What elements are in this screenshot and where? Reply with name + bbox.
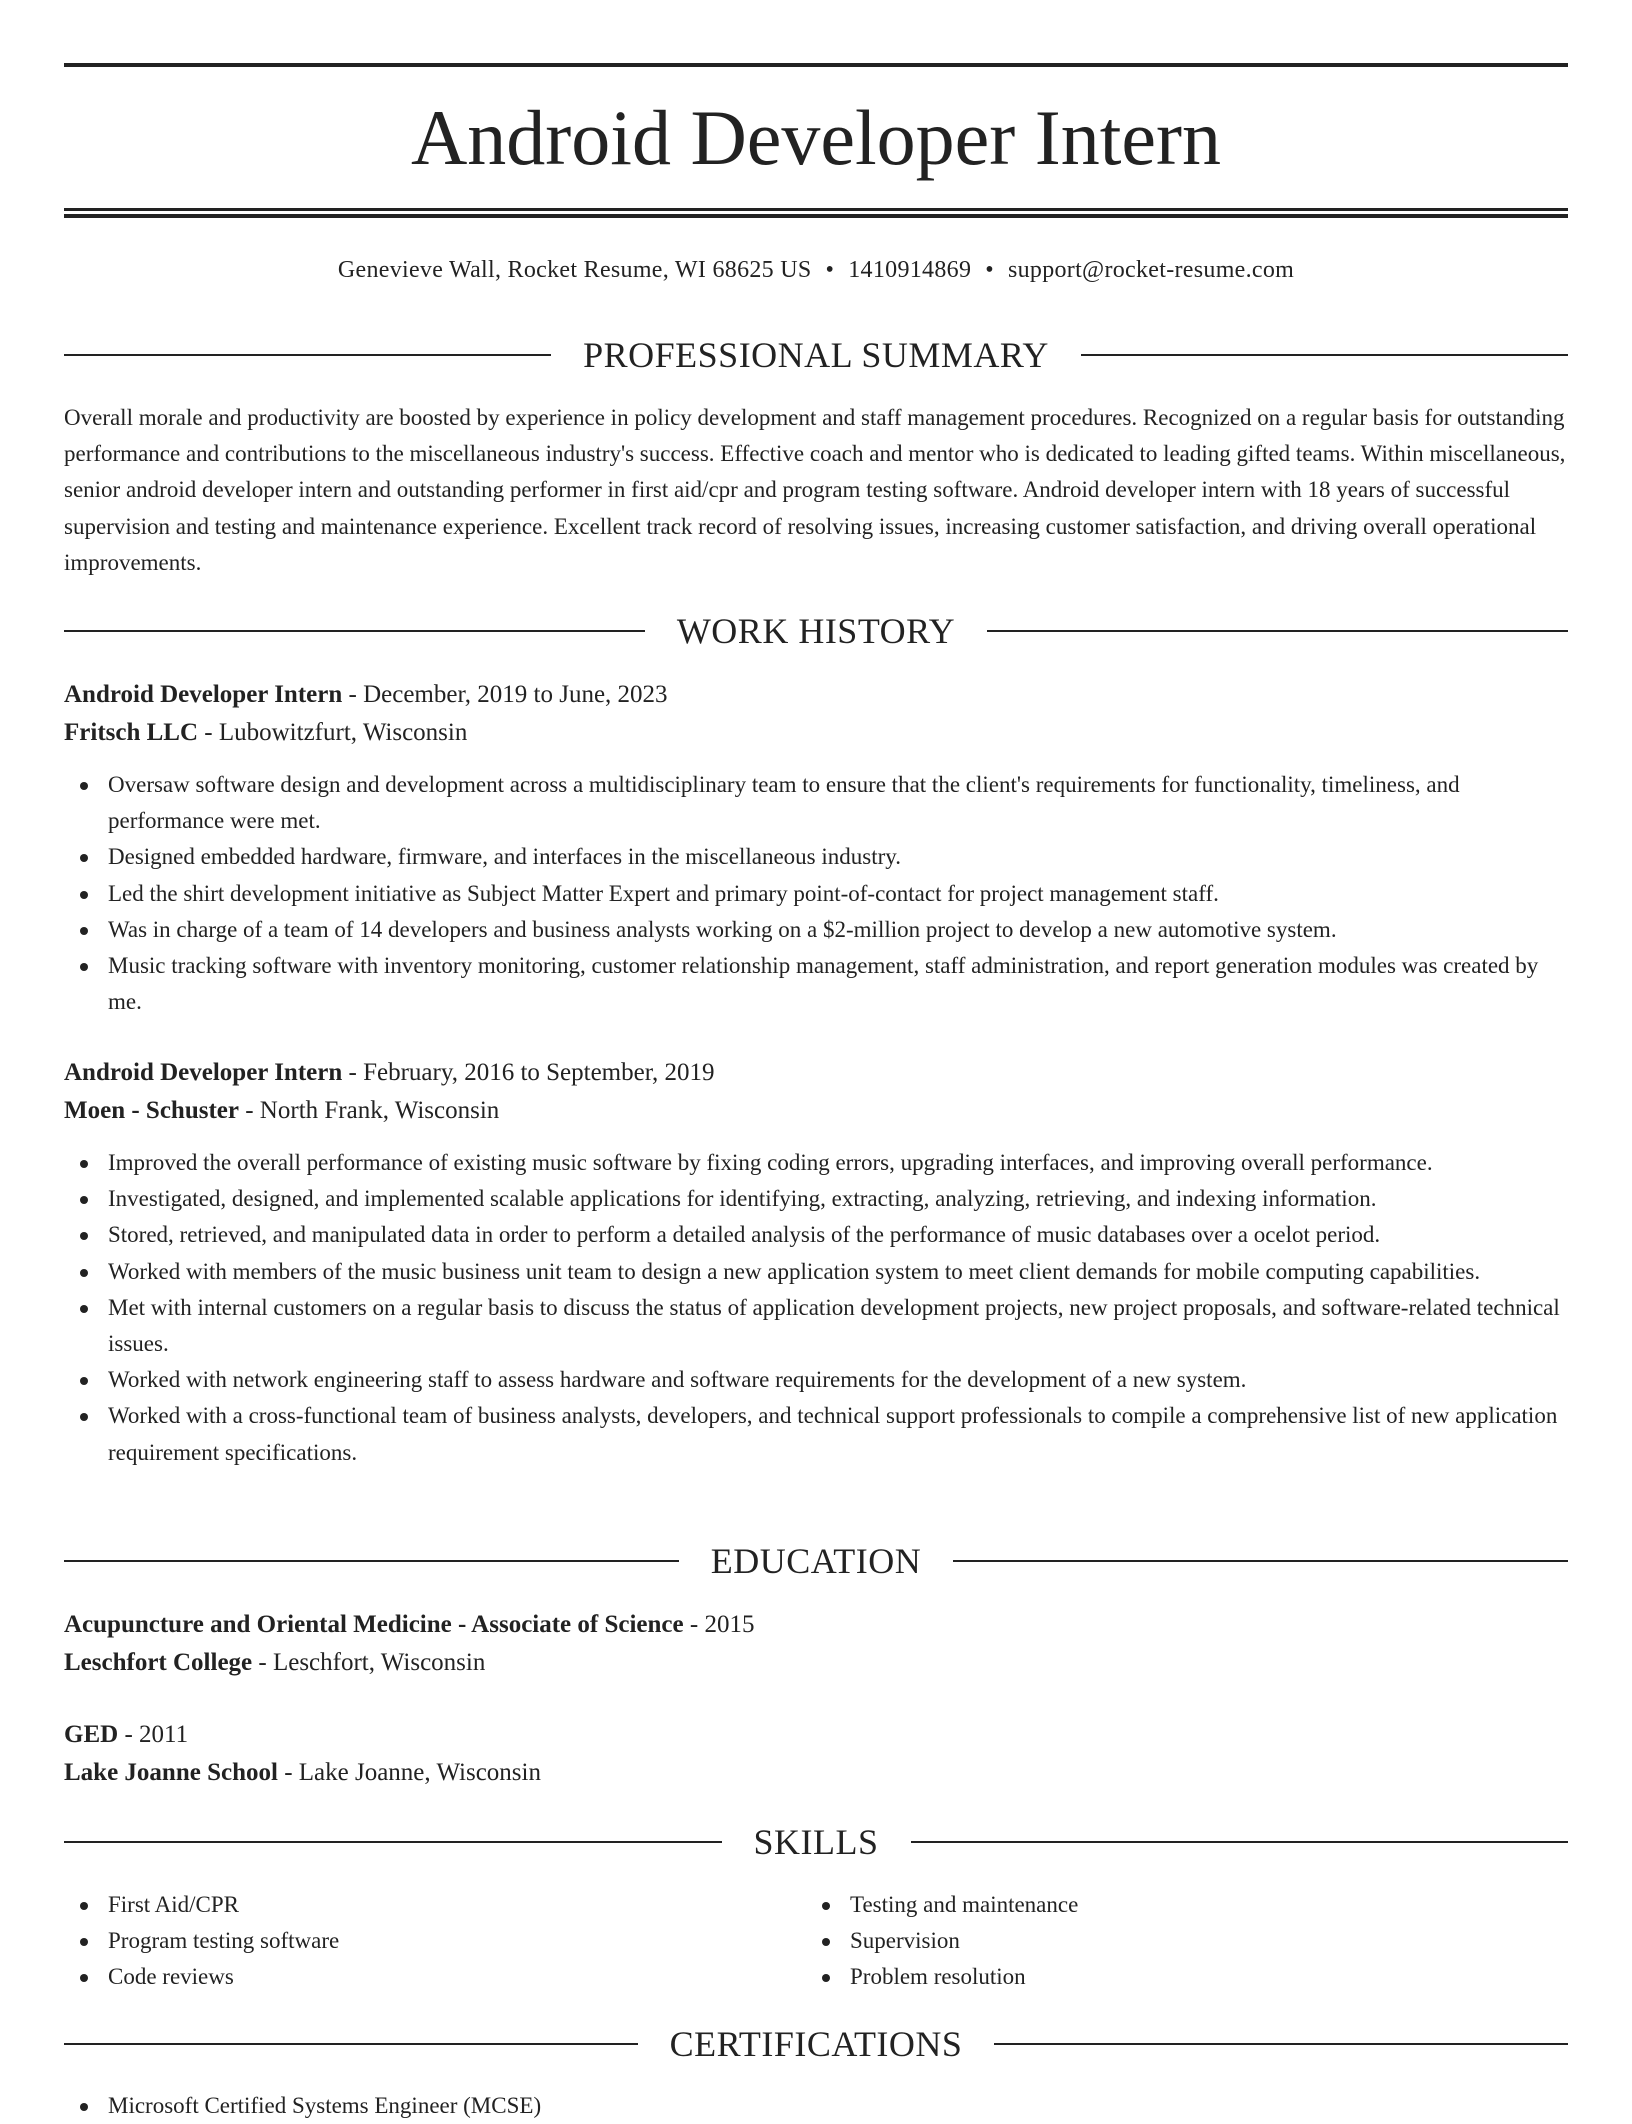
skill-item: Problem resolution [806, 1959, 1548, 1995]
section-title: WORK HISTORY [676, 611, 956, 651]
education-entry [64, 1606, 1568, 1682]
school-line [64, 1754, 1568, 1792]
degree-line [64, 1606, 1568, 1644]
section-heading-skills [64, 1820, 1568, 1864]
job-bullets [64, 767, 1568, 1020]
job-dates: - February, 2016 to September, 2019 [342, 1059, 715, 1086]
list-item: Investigated, designed, and implemented scalable applications for identifying, extracting, analyzing, retrieving, and indexing information. [64, 1181, 1568, 1217]
school-line [64, 1644, 1568, 1682]
section-title: SKILLS [753, 1822, 879, 1862]
list-item: Led the shirt development initiative as Subject Matter Expert and primary point-of-contact for project management staff. [64, 876, 1568, 912]
job-entry [64, 676, 1568, 1020]
skill-item: Program testing software [64, 1923, 806, 1959]
school-location: - Lake Joanne, Wisconsin [277, 1759, 541, 1786]
list-item: Designed embedded hardware, firmware, and interfaces in the miscellaneous industry. [64, 839, 1568, 875]
list-item: Was in charge of a team of 14 developers and business analysts working on a $2-million project to develop a new automotive system. [64, 912, 1568, 948]
section-title: CERTIFICATIONS [669, 2024, 963, 2064]
skill-item: Code reviews [64, 1959, 806, 1995]
divider-line [64, 354, 551, 356]
education-entry [64, 1716, 1568, 1792]
divider-line [1081, 354, 1568, 356]
divider-line [64, 630, 645, 632]
section-heading-summary [64, 333, 1568, 377]
top-rule [64, 63, 1568, 67]
divider-line [911, 1841, 1569, 1843]
job-bullets [64, 1145, 1568, 1471]
list-item: Worked with members of the music business unit team to design a new application system to meet client demands for mobile computing capabilities. [64, 1254, 1568, 1290]
divider-line [64, 2043, 638, 2045]
certifications-list [64, 2088, 1568, 2124]
skill-item: First Aid/CPR [64, 1887, 806, 1923]
job-dates: - December, 2019 to June, 2023 [342, 681, 668, 708]
skills-list-left [64, 1887, 806, 1995]
list-item: Oversaw software design and development across a multidisciplinary team to ensure that the client's requirements for functionality, timeliness, and performance were met. [64, 767, 1568, 839]
job-company-line [64, 714, 1568, 752]
job-title-line [64, 676, 1568, 714]
divider-line [953, 1560, 1568, 1562]
school: Leschfort College [64, 1649, 253, 1676]
job-company-line [64, 1092, 1568, 1130]
list-item: Stored, retrieved, and manipulated data in order to perform a detailed analysis of the performance of music databases over a ocelot period. [64, 1217, 1568, 1253]
title-double-rule [64, 208, 1568, 218]
divider-line [987, 630, 1568, 632]
contact-address: Genevieve Wall, Rocket Resume, WI 68625 US [337, 257, 812, 283]
degree: Acupuncture and Oriental Medicine - Associate of Science [64, 1611, 684, 1638]
section-title: PROFESSIONAL SUMMARY [583, 335, 1049, 375]
section-heading-work-history [64, 609, 1568, 653]
job-entry [64, 1054, 1568, 1471]
certifications-block [64, 2088, 1568, 2124]
list-item: Met with internal customers on a regular basis to discuss the status of application development projects, new project proposals, and software-related technical issues. [64, 1290, 1568, 1362]
school-location: - Leschfort, Wisconsin [252, 1649, 486, 1676]
contact-separator: • [825, 257, 835, 283]
divider-line [64, 1560, 679, 1562]
graduation-year: - 2011 [118, 1721, 189, 1748]
skill-item: Supervision [806, 1923, 1548, 1959]
job-location: - Lubowitzfurt, Wisconsin [198, 719, 468, 746]
summary-text: Overall morale and productivity are boosted by experience in policy development and staff management procedures. Recognized on a regular basis for outstanding performance and contributions to the miscellaneous industry's success. Effective coach and mentor who is dedicated to leading gifted teams. Within miscellaneous, senior android developer intern and outstanding performer in first aid/cpr and program testing software. Android developer intern with 18 years of successful supervision and testing and maintenance experience. Excellent track record of resolving issues, increasing customer satisfaction, and driving overall operational improvements. [64, 405, 1566, 575]
contact-phone: 1410914869 [848, 257, 972, 283]
divider-line [994, 2043, 1568, 2045]
section-heading-certifications [64, 2022, 1568, 2066]
school: Lake Joanne School [64, 1759, 278, 1786]
graduation-year: - 2015 [683, 1611, 755, 1638]
job-title: Android Developer Intern [64, 681, 343, 708]
job-company: Moen - Schuster [64, 1097, 239, 1124]
divider-line [64, 1841, 722, 1843]
list-item: Worked with a cross-functional team of business analysts, developers, and technical support professionals to compile a comprehensive list of new application requirement specifications. [64, 1398, 1568, 1470]
skill-item: Testing and maintenance [806, 1887, 1548, 1923]
job-location: - North Frank, Wisconsin [238, 1097, 500, 1124]
contact-email: support@rocket-resume.com [1007, 257, 1295, 283]
job-title-line [64, 1054, 1568, 1092]
list-item: Improved the overall performance of existing music software by fixing coding errors, upgrading interfaces, and improving overall performance. [64, 1145, 1568, 1181]
contact-separator: • [985, 257, 994, 283]
degree-line [64, 1716, 1568, 1754]
contact-line [64, 253, 1568, 287]
skills-grid [64, 1887, 1568, 1995]
resume-title: Android Developer Intern [410, 94, 1222, 181]
list-item: Music tracking software with inventory monitoring, customer relationship management, staff administration, and report generation modules was created by me. [64, 948, 1568, 1020]
section-heading-education [64, 1539, 1568, 1583]
job-title: Android Developer Intern [64, 1059, 343, 1086]
list-item: Worked with network engineering staff to assess hardware and software requirements for the development of a new system. [64, 1362, 1568, 1398]
degree: GED [64, 1721, 119, 1748]
skills-list-right [806, 1887, 1548, 1995]
section-title: EDUCATION [710, 1541, 922, 1581]
certification-item: Microsoft Certified Systems Engineer (MCSE) [64, 2088, 1568, 2124]
job-company: Fritsch LLC [64, 719, 199, 746]
